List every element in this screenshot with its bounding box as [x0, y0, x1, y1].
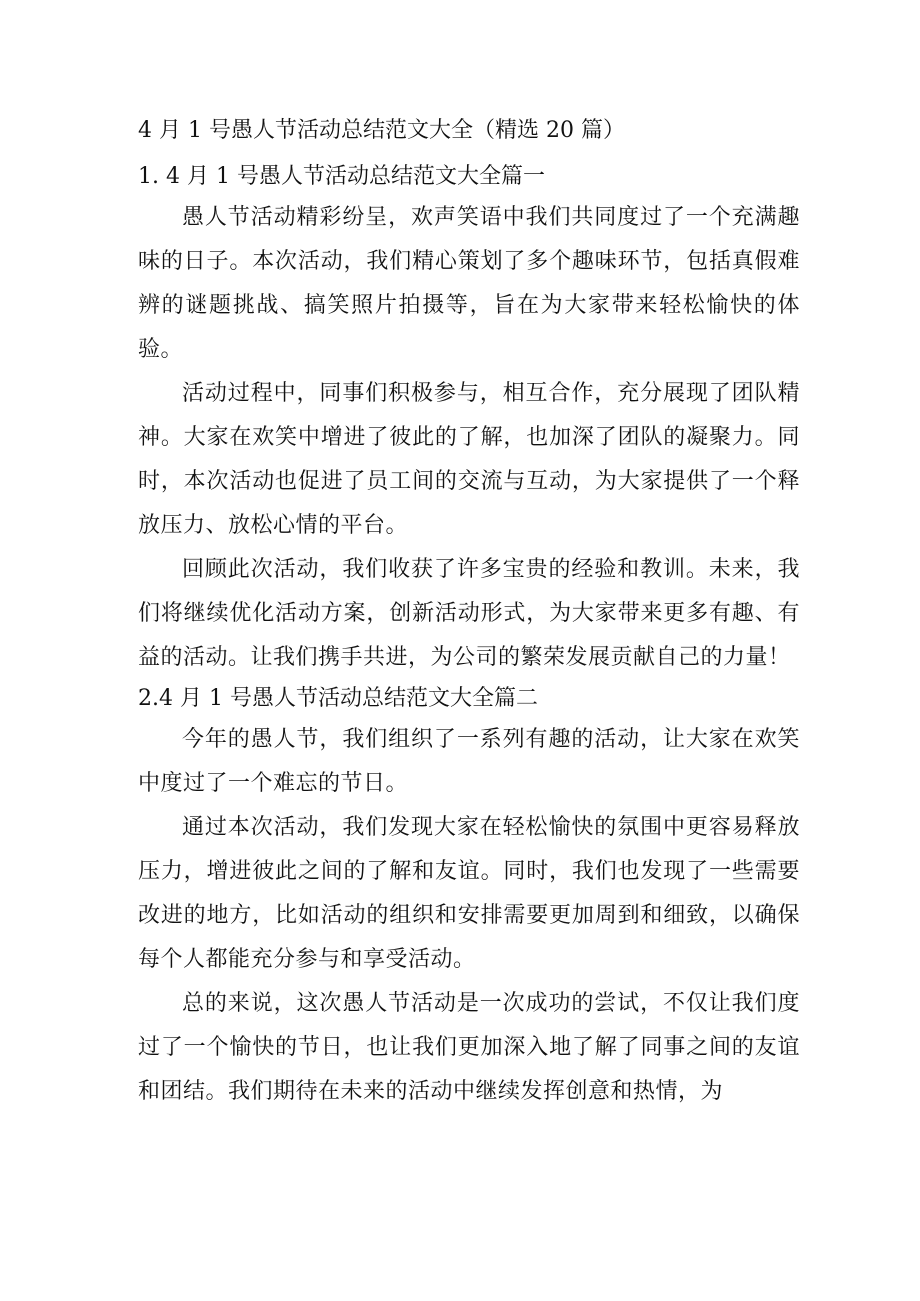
section-heading-2: 2.4 月 1 号愚人节活动总结范文大全篇二: [138, 686, 538, 711]
paragraph: 活动过程中，同事们积极参与，相互合作，充分展现了团队精神。大家在欢笑中增进了彼此的了解，也加深了团队的凝聚力。同时，本次活动也促进了员工间的交流与互动，为大家提供了一个释放压力、放松心情的平台。: [138, 381, 800, 538]
paragraph: 今年的愚人节，我们组织了一系列有趣的活动，让大家在欢笑中度过了一个难忘的节日。: [138, 727, 800, 796]
paragraph: 愚人节活动精彩纷呈，欢声笑语中我们共同度过了一个充满趣味的日子。本次活动，我们精心策划了多个趣味环节，包括真假难辨的谜题挑战、搞笑照片拍摄等，旨在为大家带来轻松愉快的体验。: [138, 205, 800, 362]
paragraph: 总的来说，这次愚人节活动是一次成功的尝试，不仅让我们度过了一个愉快的节日，也让我们更加深入地了解了同事之间的友谊和团结。我们期待在未来的活动中继续发挥创意和热情，为: [138, 991, 800, 1104]
document-page: [138, 112, 800, 1114]
section-heading-1: 1. 4 月 1 号愚人节活动总结范文大全篇一: [138, 164, 545, 189]
paragraph: 通过本次活动，我们发现大家在轻松愉快的氛围中更容易释放压力，增进彼此之间的了解和友谊。同时，我们也发现了一些需要改进的地方，比如活动的组织和安排需要更加周到和细致，以确保每个人都能充分参与和享受活动。: [138, 815, 800, 972]
paragraph: 回顾此次活动，我们收获了许多宝贵的经验和教训。未来，我们将继续优化活动方案，创新活动形式，为大家带来更多有趣、有益的活动。让我们携手共进，为公司的繁荣发展贡献自己的力量！: [138, 557, 800, 670]
document-title: 4 月 1 号愚人节活动总结范文大全（精选 20 篇）: [138, 118, 625, 143]
